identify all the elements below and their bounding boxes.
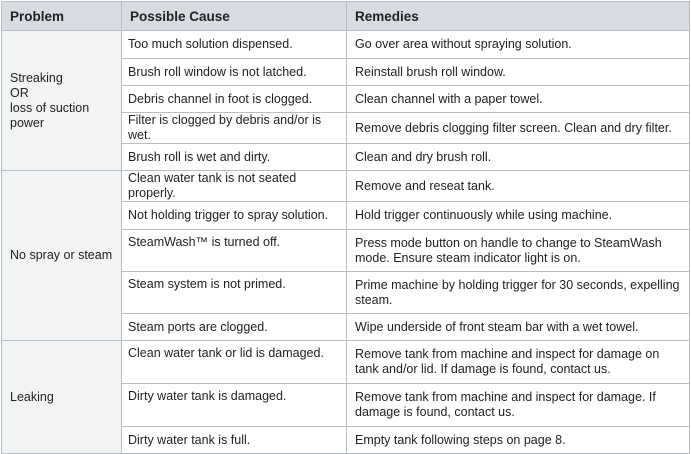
cause-cell: Not holding trigger to spray solution. — [122, 202, 347, 230]
cause-cell: Dirty water tank is full. — [122, 427, 347, 454]
problem-line: power — [10, 115, 45, 130]
remedy-cell: Remove tank from machine and inspect for damage. If damage is found, contact us. — [347, 384, 690, 427]
problem-line: Streaking — [10, 70, 63, 85]
header-problem: Problem — [2, 2, 122, 31]
header-remedies: Remedies — [347, 2, 690, 31]
cause-cell: Brush roll window is not latched. — [122, 59, 347, 86]
remedy-cell: Clean and dry brush roll. — [347, 144, 690, 171]
table-row — [2, 31, 690, 59]
remedy-cell: Remove debris clogging filter screen. Clean and dry filter. — [347, 113, 690, 144]
cause-cell: SteamWash™ is turned off. — [122, 230, 347, 272]
cause-cell: Filter is clogged by debris and/or is wet. — [122, 113, 347, 144]
problem-line: OR — [10, 85, 29, 100]
cause-cell: Clean water tank is not seated properly. — [122, 171, 347, 202]
problem-line: Leaking — [10, 389, 54, 404]
remedy-cell: Empty tank following steps on page 8. — [347, 427, 690, 454]
problem-line: No spray or steam — [10, 248, 113, 262]
table-row — [2, 171, 690, 202]
remedy-cell: Clean channel with a paper towel. — [347, 86, 690, 113]
header-possible-cause: Possible Cause — [122, 2, 347, 31]
cause-cell: Too much solution dispensed. — [122, 31, 347, 59]
remedy-cell: Reinstall brush roll window. — [347, 59, 690, 86]
problem-line: loss of suction — [10, 100, 90, 115]
header-row — [2, 2, 690, 31]
remedy-cell: Prime machine by holding trigger for 30 seconds, expelling steam. — [347, 272, 690, 314]
remedy-cell: Wipe underside of front steam bar with a wet towel. — [347, 314, 690, 341]
remedy-cell: Hold trigger continuously while using machine. — [347, 202, 690, 230]
problem-cell-no-spray — [2, 171, 122, 341]
cause-cell: Steam ports are clogged. — [122, 314, 347, 341]
troubleshooting-table — [1, 1, 690, 454]
table-row — [2, 341, 690, 384]
cause-cell: Dirty water tank is damaged. — [122, 384, 347, 427]
remedy-cell: Remove and reseat tank. — [347, 171, 690, 202]
remedy-cell: Remove tank from machine and inspect for damage on tank and/or lid. If damage is found, contact us. — [347, 341, 690, 384]
cause-cell: Brush roll is wet and dirty. — [122, 144, 347, 171]
cause-cell: Debris channel in foot is clogged. — [122, 86, 347, 113]
cause-cell: Steam system is not primed. — [122, 272, 347, 314]
problem-cell-leaking — [2, 341, 122, 454]
remedy-cell: Press mode button on handle to change to SteamWash mode. Ensure steam indicator light is on. — [347, 230, 690, 272]
problem-cell-streaking — [2, 31, 122, 171]
remedy-cell: Go over area without spraying solution. — [347, 31, 690, 59]
cause-cell: Clean water tank or lid is damaged. — [122, 341, 347, 384]
